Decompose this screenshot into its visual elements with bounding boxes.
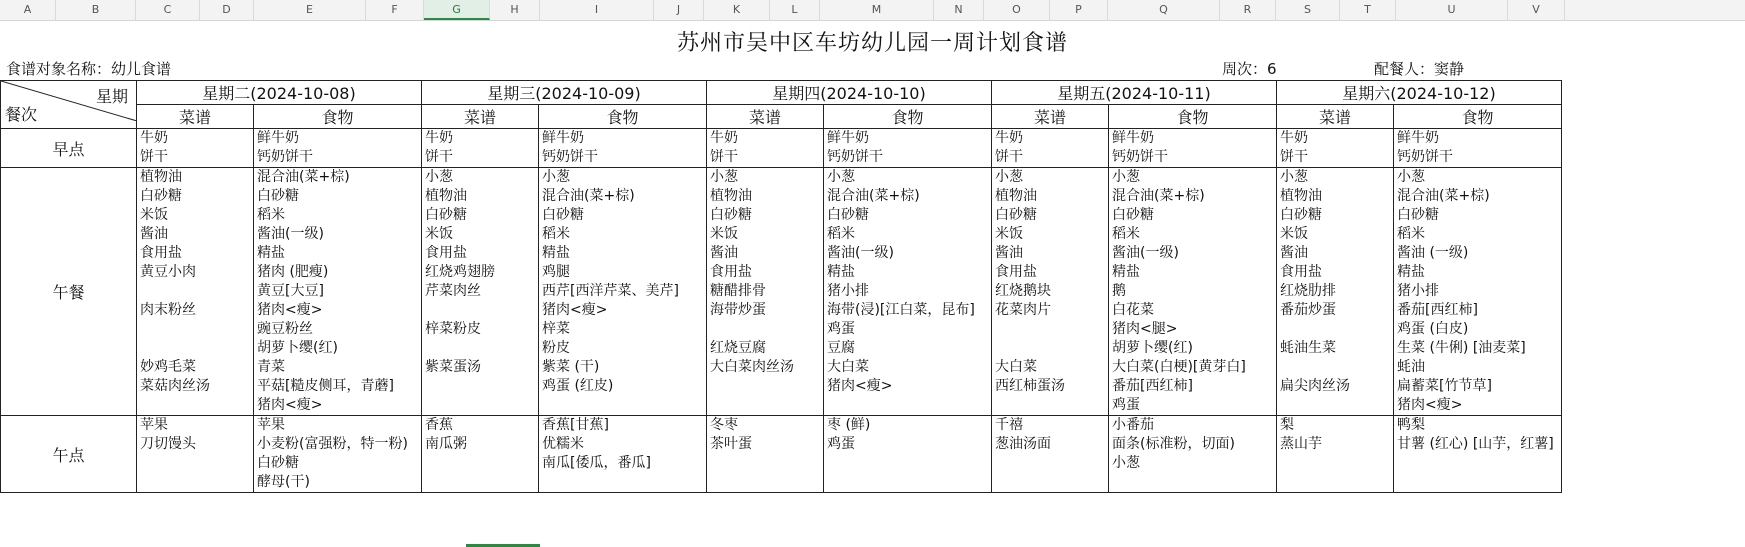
food-line: 精盐 — [542, 245, 570, 261]
menu-line: 梓菜粉皮 — [425, 321, 481, 337]
food-subheader-0[interactable]: 食物 — [254, 105, 422, 129]
menu-line: 酱油 — [995, 245, 1023, 261]
food-line: 稻米 — [827, 226, 855, 242]
menu-line — [995, 454, 1105, 473]
column-header-c[interactable]: C — [136, 0, 200, 20]
food-line: 白砂糖 — [257, 188, 299, 204]
menu-line — [710, 396, 820, 415]
food-line: 稻米 — [1397, 226, 1425, 242]
menu-line: 牛奶 — [710, 130, 738, 146]
menu-line: 番茄炒蛋 — [1280, 302, 1336, 318]
menu-line: 刀切馒头 — [140, 436, 196, 452]
food-line: 鸡蛋 — [1112, 397, 1140, 413]
food-line — [542, 473, 703, 492]
food-line: 小葱 — [1112, 455, 1140, 471]
food-cell-2-1[interactable] — [539, 416, 707, 493]
menu-line: 南瓜粥 — [425, 436, 467, 452]
food-line: 大白菜 — [827, 359, 869, 375]
menu-line: 蒸山芋 — [1280, 436, 1322, 452]
food-line: 胡萝卜缨(红) — [257, 340, 338, 356]
menu-line: 糖醋排骨 — [710, 283, 766, 299]
menu-line: 红烧豆腐 — [710, 340, 766, 356]
column-header-f[interactable]: F — [366, 0, 424, 20]
column-header-u[interactable]: U — [1396, 0, 1508, 20]
food-line: 钙奶饼干 — [1112, 149, 1168, 165]
food-line: 番茄[西红柿] — [1112, 378, 1193, 394]
food-cell-2-0[interactable] — [254, 416, 422, 493]
column-header-n[interactable]: N — [934, 0, 984, 20]
food-cell-1-0[interactable] — [254, 168, 422, 416]
menu-subheader-3[interactable]: 菜谱 — [992, 105, 1109, 129]
menu-line — [710, 377, 820, 396]
food-line: 混合油(菜+棕) — [827, 188, 920, 204]
menu-line — [1280, 454, 1390, 473]
food-line: 紫菜 (干) — [542, 359, 600, 375]
menu-line: 白砂糖 — [425, 207, 467, 223]
column-header-v[interactable]: V — [1508, 0, 1565, 20]
menu-line: 肉末粉丝 — [140, 302, 196, 318]
menu-line: 食用盐 — [425, 245, 467, 261]
menu-subheader-4[interactable]: 菜谱 — [1277, 105, 1394, 129]
food-cell-0-0[interactable] — [254, 129, 422, 168]
menu-line: 牛奶 — [140, 130, 168, 146]
header-corner-cell — [1, 81, 137, 129]
menu-line — [140, 339, 250, 358]
food-line: 小麦粉(富强粉，特一粉) — [257, 436, 408, 452]
menu-line: 小葱 — [710, 169, 738, 185]
meal-name-2[interactable]: 午点 — [1, 416, 137, 493]
menu-line: 苹果 — [140, 417, 168, 433]
food-line — [1112, 473, 1273, 492]
food-line: 南瓜[倭瓜，番瓜] — [542, 455, 651, 471]
food-line — [542, 396, 703, 415]
food-line: 蚝油 — [1397, 359, 1425, 375]
food-line: 西芹[西洋芹菜、美芹] — [542, 283, 679, 299]
food-line: 鸡腿 — [542, 264, 570, 280]
column-header-o[interactable]: O — [984, 0, 1050, 20]
food-line: 猪小排 — [1397, 283, 1439, 299]
menu-line — [995, 396, 1105, 415]
column-header-i[interactable]: I — [540, 0, 654, 20]
menu-cell-2-3[interactable] — [992, 416, 1109, 493]
menu-line — [1280, 473, 1390, 492]
food-line: 猪小排 — [827, 283, 869, 299]
food-line: 混合油(菜+棕) — [1397, 188, 1490, 204]
food-line: 鸡蛋 — [827, 436, 855, 452]
food-cell-0-2[interactable] — [824, 129, 992, 168]
menu-line: 红烧鸡翅膀 — [425, 264, 495, 280]
menu-line: 扁尖肉丝汤 — [1280, 378, 1350, 394]
menu-line: 植物油 — [1280, 188, 1322, 204]
column-header-p[interactable]: P — [1050, 0, 1108, 20]
column-header-b[interactable]: B — [56, 0, 136, 20]
food-line: 猪肉<瘦> — [257, 397, 323, 413]
food-line: 粉皮 — [542, 340, 570, 356]
menu-cell-1-2[interactable] — [707, 168, 824, 416]
menu-line: 米饭 — [1280, 226, 1308, 242]
menu-line: 白砂糖 — [710, 207, 752, 223]
food-line: 小葱 — [542, 169, 570, 185]
food-line: 优糯米 — [542, 436, 584, 452]
food-cell-1-1[interactable] — [539, 168, 707, 416]
menu-line: 饼干 — [995, 149, 1023, 165]
column-header-m[interactable]: M — [820, 0, 934, 20]
column-header-q[interactable]: Q — [1108, 0, 1220, 20]
menu-cell-2-2[interactable] — [707, 416, 824, 493]
menu-line: 梨 — [1280, 417, 1294, 433]
food-line: 大白菜(白梗)[黄芽白] — [1112, 359, 1246, 375]
menu-line: 牛奶 — [995, 130, 1023, 146]
menu-line: 牛奶 — [1280, 130, 1308, 146]
menu-line: 茶叶蛋 — [710, 436, 752, 452]
column-header-bar — [0, 0, 1745, 21]
menu-line: 酱油 — [710, 245, 738, 261]
food-line: 豌豆粉丝 — [257, 321, 313, 337]
day-header-1[interactable]: 星期三(2024-10-09) — [422, 81, 707, 105]
menu-line: 植物油 — [710, 188, 752, 204]
column-header-l[interactable]: L — [770, 0, 820, 20]
menu-line: 白砂糖 — [140, 188, 182, 204]
menu-line — [425, 396, 535, 415]
meal-name-0[interactable]: 早点 — [1, 129, 137, 168]
menu-line: 冬枣 — [710, 417, 738, 433]
menu-cell-1-0[interactable] — [137, 168, 254, 416]
menu-line: 海带炒蛋 — [710, 302, 766, 318]
food-cell-2-2[interactable] — [824, 416, 992, 493]
food-subheader-3[interactable]: 食物 — [1109, 105, 1277, 129]
column-header-j[interactable]: J — [654, 0, 704, 20]
food-line: 稻米 — [542, 226, 570, 242]
food-line: 梓菜 — [542, 321, 570, 337]
menu-line: 小葱 — [995, 169, 1023, 185]
meal-name-1[interactable]: 午餐 — [1, 168, 137, 416]
column-header-s[interactable]: S — [1276, 0, 1340, 20]
menu-line — [140, 454, 250, 473]
food-line: 猪肉<瘦> — [1397, 397, 1463, 413]
column-header-t[interactable]: T — [1340, 0, 1396, 20]
food-line: 鹅 — [1112, 283, 1126, 299]
menu-line: 千禧 — [995, 417, 1023, 433]
menu-line: 葱油汤面 — [995, 436, 1051, 452]
menu-line — [140, 396, 250, 415]
food-cell-0-4[interactable] — [1394, 129, 1562, 168]
day-header-3[interactable]: 星期五(2024-10-11) — [992, 81, 1277, 105]
food-line: 混合油(菜+棕) — [1112, 188, 1205, 204]
author-label: 配餐人：窦静 — [1374, 60, 1465, 78]
menu-line — [995, 473, 1105, 492]
day-header-4[interactable]: 星期六(2024-10-12) — [1277, 81, 1562, 105]
menu-line: 大白菜肉丝汤 — [710, 359, 794, 375]
food-subheader-4[interactable]: 食物 — [1394, 105, 1562, 129]
food-line: 精盐 — [1397, 264, 1425, 280]
menu-line: 小葱 — [1280, 169, 1308, 185]
food-line: 小番茄 — [1112, 417, 1154, 433]
menu-line: 红烧肋排 — [1280, 283, 1336, 299]
menu-line — [1280, 320, 1390, 339]
menu-line: 紫菜蛋汤 — [425, 359, 481, 375]
menu-line: 食用盐 — [140, 245, 182, 261]
food-line: 苹果 — [257, 417, 285, 433]
menu-line — [425, 454, 535, 473]
menu-line: 植物油 — [425, 188, 467, 204]
menu-line — [710, 454, 820, 473]
food-line: 生菜 (牛俐) [油麦菜] — [1397, 340, 1526, 356]
menu-line: 米饭 — [140, 207, 168, 223]
menu-line: 牛奶 — [425, 130, 453, 146]
menu-line — [425, 473, 535, 492]
food-line: 猪肉<腿> — [1112, 321, 1178, 337]
food-cell-1-4[interactable] — [1394, 168, 1562, 416]
food-line: 胡萝卜缨(红) — [1112, 340, 1193, 356]
menu-subheader-1[interactable]: 菜谱 — [422, 105, 539, 129]
food-line: 混合油(菜+棕) — [542, 188, 635, 204]
food-line: 小葱 — [1112, 169, 1140, 185]
menu-line: 食用盐 — [1280, 264, 1322, 280]
food-line: 豆腐 — [827, 340, 855, 356]
food-line: 酵母(干) — [257, 474, 310, 490]
menu-line — [140, 282, 250, 301]
menu-cell-2-4[interactable] — [1277, 416, 1394, 493]
food-line: 稻米 — [1112, 226, 1140, 242]
menu-line: 植物油 — [995, 188, 1037, 204]
menu-subheader-2[interactable]: 菜谱 — [707, 105, 824, 129]
menu-cell-1-4[interactable] — [1277, 168, 1394, 416]
column-header-g[interactable]: G — [424, 0, 490, 20]
menu-target-label: 食谱对象名称：幼儿食谱 — [6, 60, 172, 78]
menu-line: 米饭 — [710, 226, 738, 242]
food-line: 小葱 — [827, 169, 855, 185]
menu-line: 植物油 — [140, 169, 182, 185]
food-line: 鸡蛋 (白皮) — [1397, 321, 1469, 337]
food-line: 钙奶饼干 — [827, 149, 883, 165]
menu-line — [995, 320, 1105, 339]
food-line: 白砂糖 — [257, 455, 299, 471]
menu-cell-0-2[interactable] — [707, 129, 824, 168]
menu-line: 米饭 — [995, 226, 1023, 242]
food-cell-0-1[interactable] — [539, 129, 707, 168]
column-header-d[interactable]: D — [200, 0, 254, 20]
food-line: 猪肉<瘦> — [827, 378, 893, 394]
food-line: 钙奶饼干 — [1397, 149, 1453, 165]
menu-cell-0-1[interactable] — [422, 129, 539, 168]
menu-line — [995, 339, 1105, 358]
food-line: 精盐 — [827, 264, 855, 280]
food-line: 猪肉<瘦> — [257, 302, 323, 318]
food-line: 小葱 — [1397, 169, 1425, 185]
food-line: 鸭梨 — [1397, 417, 1425, 433]
menu-cell-0-4[interactable] — [1277, 129, 1394, 168]
food-line: 猪肉<瘦> — [542, 302, 608, 318]
menu-line — [1280, 358, 1390, 377]
column-header-a[interactable]: A — [0, 0, 56, 20]
menu-subheader-0[interactable]: 菜谱 — [137, 105, 254, 129]
food-line — [827, 396, 988, 415]
meal-corner-label: 餐次 — [5, 105, 38, 124]
food-cell-0-3[interactable] — [1109, 129, 1277, 168]
food-line — [1397, 454, 1558, 473]
menu-line: 饼干 — [425, 149, 453, 165]
column-header-e[interactable]: E — [254, 0, 366, 20]
menu-line: 食用盐 — [995, 264, 1037, 280]
food-line — [827, 454, 988, 473]
food-line: 白砂糖 — [542, 207, 584, 223]
column-header-k[interactable]: K — [704, 0, 770, 20]
food-line: 白砂糖 — [1397, 207, 1439, 223]
food-subheader-1[interactable]: 食物 — [539, 105, 707, 129]
menu-line: 西红柿蛋汤 — [995, 378, 1065, 394]
menu-line — [425, 339, 535, 358]
food-line: 精盐 — [257, 245, 285, 261]
food-line: 酱油 (一级) — [1397, 245, 1469, 261]
food-line: 鲜牛奶 — [257, 130, 299, 146]
menu-line: 食用盐 — [710, 264, 752, 280]
menu-line: 白砂糖 — [995, 207, 1037, 223]
column-header-h[interactable]: H — [490, 0, 540, 20]
menu-line — [425, 377, 535, 396]
page-title: 苏州市吴中区车坊幼儿园一周计划食谱 — [676, 31, 1068, 56]
food-line: 鲜牛奶 — [1397, 130, 1439, 146]
menu-line — [425, 301, 535, 320]
menu-cell-1-1[interactable] — [422, 168, 539, 416]
food-line: 黄豆[大豆] — [257, 283, 324, 299]
food-line: 混合油(菜+棕) — [257, 169, 350, 185]
food-line: 白砂糖 — [827, 207, 869, 223]
weekday-corner-label: 星期 — [95, 87, 128, 106]
menu-line: 大白菜 — [995, 359, 1037, 375]
food-line: 猪肉 (肥瘦) — [257, 264, 329, 280]
menu-line — [1280, 396, 1390, 415]
food-line: 甘薯 (红心) [山芋，红薯] — [1397, 436, 1554, 452]
menu-line: 香蕉 — [425, 417, 453, 433]
menu-line: 妙鸡毛菜 — [140, 359, 196, 375]
menu-line — [710, 320, 820, 339]
menu-line: 酱油 — [1280, 245, 1308, 261]
menu-line — [140, 473, 250, 492]
menu-cell-1-3[interactable] — [992, 168, 1109, 416]
food-line: 鲜牛奶 — [1112, 130, 1154, 146]
menu-line: 小葱 — [425, 169, 453, 185]
column-header-r[interactable]: R — [1220, 0, 1276, 20]
food-line: 平菇[糙皮侧耳，青蘑] — [257, 378, 394, 394]
food-cell-1-2[interactable] — [824, 168, 992, 416]
food-line: 鲜牛奶 — [542, 130, 584, 146]
menu-line: 黄豆小肉 — [140, 264, 196, 280]
food-line: 酱油(一级) — [257, 226, 324, 242]
menu-table — [0, 80, 1562, 493]
food-cell-1-3[interactable] — [1109, 168, 1277, 416]
menu-line: 酱油 — [140, 226, 168, 242]
food-line: 鸡蛋 — [827, 321, 855, 337]
food-line: 精盐 — [1112, 264, 1140, 280]
menu-line: 蚝油生菜 — [1280, 340, 1336, 356]
food-line: 面条(标准粉，切面) — [1112, 436, 1235, 452]
food-line: 稻米 — [257, 207, 285, 223]
food-line: 海带(浸)[江白菜，昆布] — [827, 302, 975, 318]
food-cell-2-4[interactable] — [1394, 416, 1562, 493]
menu-cell-0-0[interactable] — [137, 129, 254, 168]
menu-cell-2-0[interactable] — [137, 416, 254, 493]
food-line: 酱油(一级) — [827, 245, 894, 261]
week-number-label: 周次：6 — [1222, 60, 1277, 78]
food-cell-2-3[interactable] — [1109, 416, 1277, 493]
menu-line: 花菜肉片 — [995, 302, 1051, 318]
menu-line: 红烧鹅块 — [995, 283, 1051, 299]
food-line: 番茄[西红柿] — [1397, 302, 1478, 318]
food-line: 酱油(一级) — [1112, 245, 1179, 261]
menu-line: 米饭 — [425, 226, 453, 242]
food-line: 钙奶饼干 — [542, 149, 598, 165]
day-header-0[interactable]: 星期二(2024-10-08) — [137, 81, 422, 105]
menu-line: 菜菇肉丝汤 — [140, 378, 210, 394]
menu-line: 饼干 — [140, 149, 168, 165]
food-subheader-2[interactable]: 食物 — [824, 105, 992, 129]
menu-line — [140, 320, 250, 339]
food-line: 枣 (鲜) — [827, 417, 871, 433]
menu-cell-2-1[interactable] — [422, 416, 539, 493]
food-line: 钙奶饼干 — [257, 149, 313, 165]
food-line — [1397, 473, 1558, 492]
menu-line: 饼干 — [1280, 149, 1308, 165]
menu-cell-0-3[interactable] — [992, 129, 1109, 168]
food-line: 香蕉[甘蕉] — [542, 417, 609, 433]
food-line: 扁蓄菜[竹节草] — [1397, 378, 1492, 394]
menu-line — [710, 473, 820, 492]
menu-line: 芹菜肉丝 — [425, 283, 481, 299]
day-header-2[interactable]: 星期四(2024-10-10) — [707, 81, 992, 105]
food-line: 鲜牛奶 — [827, 130, 869, 146]
food-line: 鸡蛋 (红皮) — [542, 378, 614, 394]
menu-line: 饼干 — [710, 149, 738, 165]
menu-line: 白砂糖 — [1280, 207, 1322, 223]
food-line: 白花菜 — [1112, 302, 1154, 318]
food-line — [827, 473, 988, 492]
food-line: 青菜 — [257, 359, 285, 375]
food-line: 白砂糖 — [1112, 207, 1154, 223]
